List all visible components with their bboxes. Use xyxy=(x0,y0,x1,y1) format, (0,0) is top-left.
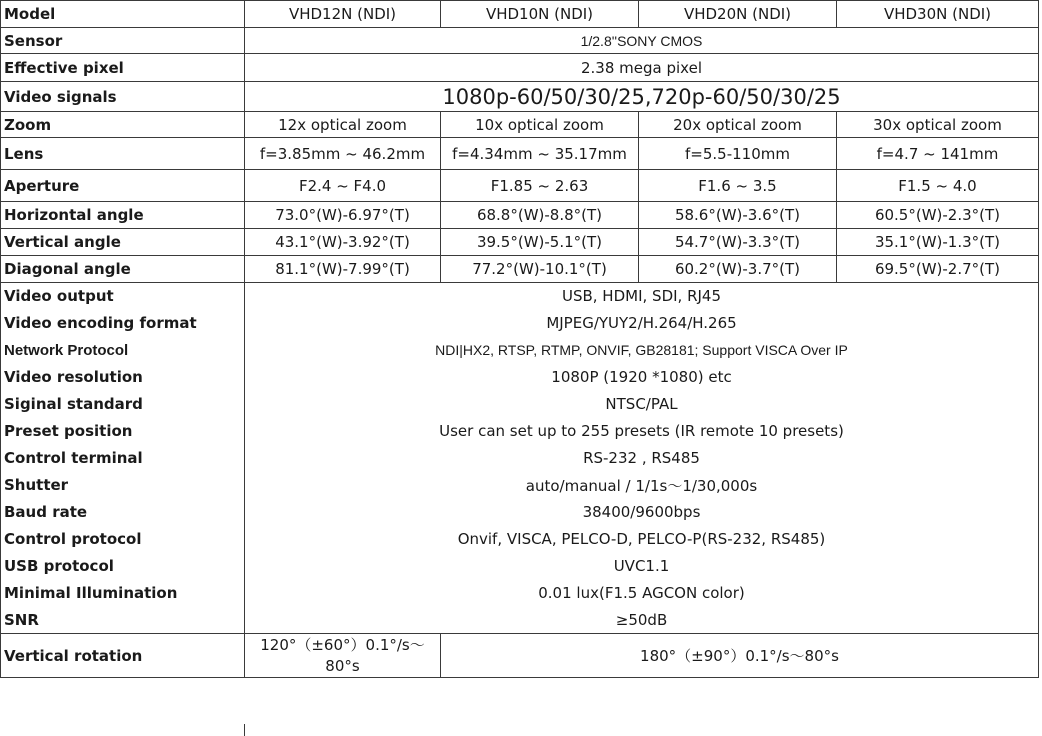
baud-rate-label: Baud rate xyxy=(1,499,245,526)
vertical-angle-label: Vertical angle xyxy=(1,229,245,256)
zoom-label: Zoom xyxy=(1,112,245,138)
video-signals-row xyxy=(1,82,1039,112)
video-output-row xyxy=(1,283,1039,310)
control-protocol-label: Control protocol xyxy=(1,526,245,553)
signal-standard-label: Siginal standard xyxy=(1,391,245,418)
preset-position-row xyxy=(1,418,1039,445)
video-encoding-label: Video encoding format xyxy=(1,310,245,337)
aperture-row xyxy=(1,170,1039,202)
aperture-value: F2.4 ~ F4.0 xyxy=(245,170,441,202)
snr-row xyxy=(1,607,1039,634)
lens-label: Lens xyxy=(1,138,245,170)
lens-row xyxy=(1,138,1039,170)
horizontal-angle-value: 60.5°(W)-2.3°(T) xyxy=(837,202,1039,229)
horizontal-angle-row xyxy=(1,202,1039,229)
effective-pixel-value: 2.38 mega pixel xyxy=(245,54,1039,82)
usb-protocol-label: USB protocol xyxy=(1,553,245,580)
baud-rate-value: 38400/9600bps xyxy=(245,499,1039,526)
diagonal-angle-row xyxy=(1,256,1039,283)
sensor-row xyxy=(1,28,1039,54)
vertical-angle-value: 39.5°(W)-5.1°(T) xyxy=(441,229,639,256)
vertical-rotation-value: 180°（±90°）0.1°/s～80°s xyxy=(441,634,1039,678)
horizontal-angle-label: Horizontal angle xyxy=(1,202,245,229)
shutter-value: auto/manual / 1/1s～1/30,000s xyxy=(245,472,1039,499)
effective-pixel-label: Effective pixel xyxy=(1,54,245,82)
usb-protocol-value: UVC1.1 xyxy=(245,553,1039,580)
horizontal-angle-value: 73.0°(W)-6.97°(T) xyxy=(245,202,441,229)
control-terminal-row xyxy=(1,445,1039,472)
sensor-value: 1/2.8''SONY CMOS xyxy=(245,28,1039,54)
preset-position-label: Preset position xyxy=(1,418,245,445)
vertical-angle-value: 35.1°(W)-1.3°(T) xyxy=(837,229,1039,256)
video-output-value: USB, HDMI, SDI, RJ45 xyxy=(245,283,1039,310)
shutter-label: Shutter xyxy=(1,472,245,499)
signal-standard-value: NTSC/PAL xyxy=(245,391,1039,418)
usb-protocol-row xyxy=(1,553,1039,580)
aperture-value: F1.85 ~ 2.63 xyxy=(441,170,639,202)
diagonal-angle-value: 81.1°(W)-7.99°(T) xyxy=(245,256,441,283)
header-row xyxy=(1,1,1039,28)
snr-label: SNR xyxy=(1,607,245,634)
video-resolution-row xyxy=(1,364,1039,391)
video-signals-value: 1080p-60/50/30/25,720p-60/50/30/25 xyxy=(245,82,1039,112)
model-name: VHD30N (NDI) xyxy=(837,1,1039,28)
effective-pixel-row xyxy=(1,54,1039,82)
network-protocol-row xyxy=(1,337,1039,364)
video-encoding-row xyxy=(1,310,1039,337)
control-terminal-value: RS-232 , RS485 xyxy=(245,445,1039,472)
vertical-rotation-label: Vertical rotation xyxy=(1,634,245,678)
vertical-angle-value: 43.1°(W)-3.92°(T) xyxy=(245,229,441,256)
zoom-value: 10x optical zoom xyxy=(441,112,639,138)
model-name: VHD20N (NDI) xyxy=(639,1,837,28)
zoom-row xyxy=(1,112,1039,138)
diagonal-angle-label: Diagonal angle xyxy=(1,256,245,283)
lens-value: f=4.34mm ~ 35.17mm xyxy=(441,138,639,170)
horizontal-angle-value: 58.6°(W)-3.6°(T) xyxy=(639,202,837,229)
snr-value: ≥50dB xyxy=(245,607,1039,634)
control-protocol-value: Onvif, VISCA, PELCO-D, PELCO-P(RS-232, RS485) xyxy=(245,526,1039,553)
control-terminal-label: Control terminal xyxy=(1,445,245,472)
video-encoding-value: MJPEG/YUY2/H.264/H.265 xyxy=(245,310,1039,337)
minimal-illumination-label: Minimal Illumination xyxy=(1,580,245,607)
video-resolution-label: Video resolution xyxy=(1,364,245,391)
sensor-label: Sensor xyxy=(1,28,245,54)
table-border-stub xyxy=(244,724,245,736)
video-output-label: Video output xyxy=(1,283,245,310)
vertical-rotation-value: 120°（±60°）0.1°/s～80°s xyxy=(245,634,441,678)
preset-position-value: User can set up to 255 presets (IR remote 10 presets) xyxy=(245,418,1039,445)
signal-standard-row xyxy=(1,391,1039,418)
zoom-value: 12x optical zoom xyxy=(245,112,441,138)
baud-rate-row xyxy=(1,499,1039,526)
video-resolution-value: 1080P (1920 *1080) etc xyxy=(245,364,1039,391)
model-name: VHD12N (NDI) xyxy=(245,1,441,28)
minimal-illumination-row xyxy=(1,580,1039,607)
model-label: Model xyxy=(1,1,245,28)
lens-value: f=3.85mm ~ 46.2mm xyxy=(245,138,441,170)
vertical-angle-value: 54.7°(W)-3.3°(T) xyxy=(639,229,837,256)
vertical-angle-row xyxy=(1,229,1039,256)
video-signals-label: Video signals xyxy=(1,82,245,112)
zoom-value: 20x optical zoom xyxy=(639,112,837,138)
shutter-row xyxy=(1,472,1039,499)
diagonal-angle-value: 77.2°(W)-10.1°(T) xyxy=(441,256,639,283)
aperture-label: Aperture xyxy=(1,170,245,202)
lens-value: f=5.5-110mm xyxy=(639,138,837,170)
horizontal-angle-value: 68.8°(W)-8.8°(T) xyxy=(441,202,639,229)
diagonal-angle-value: 60.2°(W)-3.7°(T) xyxy=(639,256,837,283)
diagonal-angle-value: 69.5°(W)-2.7°(T) xyxy=(837,256,1039,283)
minimal-illumination-value: 0.01 lux(F1.5 AGCON color) xyxy=(245,580,1039,607)
aperture-value: F1.6 ~ 3.5 xyxy=(639,170,837,202)
lens-value: f=4.7 ~ 141mm xyxy=(837,138,1039,170)
control-protocol-row xyxy=(1,526,1039,553)
zoom-value: 30x optical zoom xyxy=(837,112,1039,138)
vertical-rotation-row xyxy=(1,634,1039,678)
network-protocol-label: Network Protocol xyxy=(1,337,245,364)
model-name: VHD10N (NDI) xyxy=(441,1,639,28)
network-protocol-value: NDI|HX2, RTSP, RTMP, ONVIF, GB28181; Support VISCA Over IP xyxy=(245,337,1039,364)
aperture-value: F1.5 ~ 4.0 xyxy=(837,170,1039,202)
